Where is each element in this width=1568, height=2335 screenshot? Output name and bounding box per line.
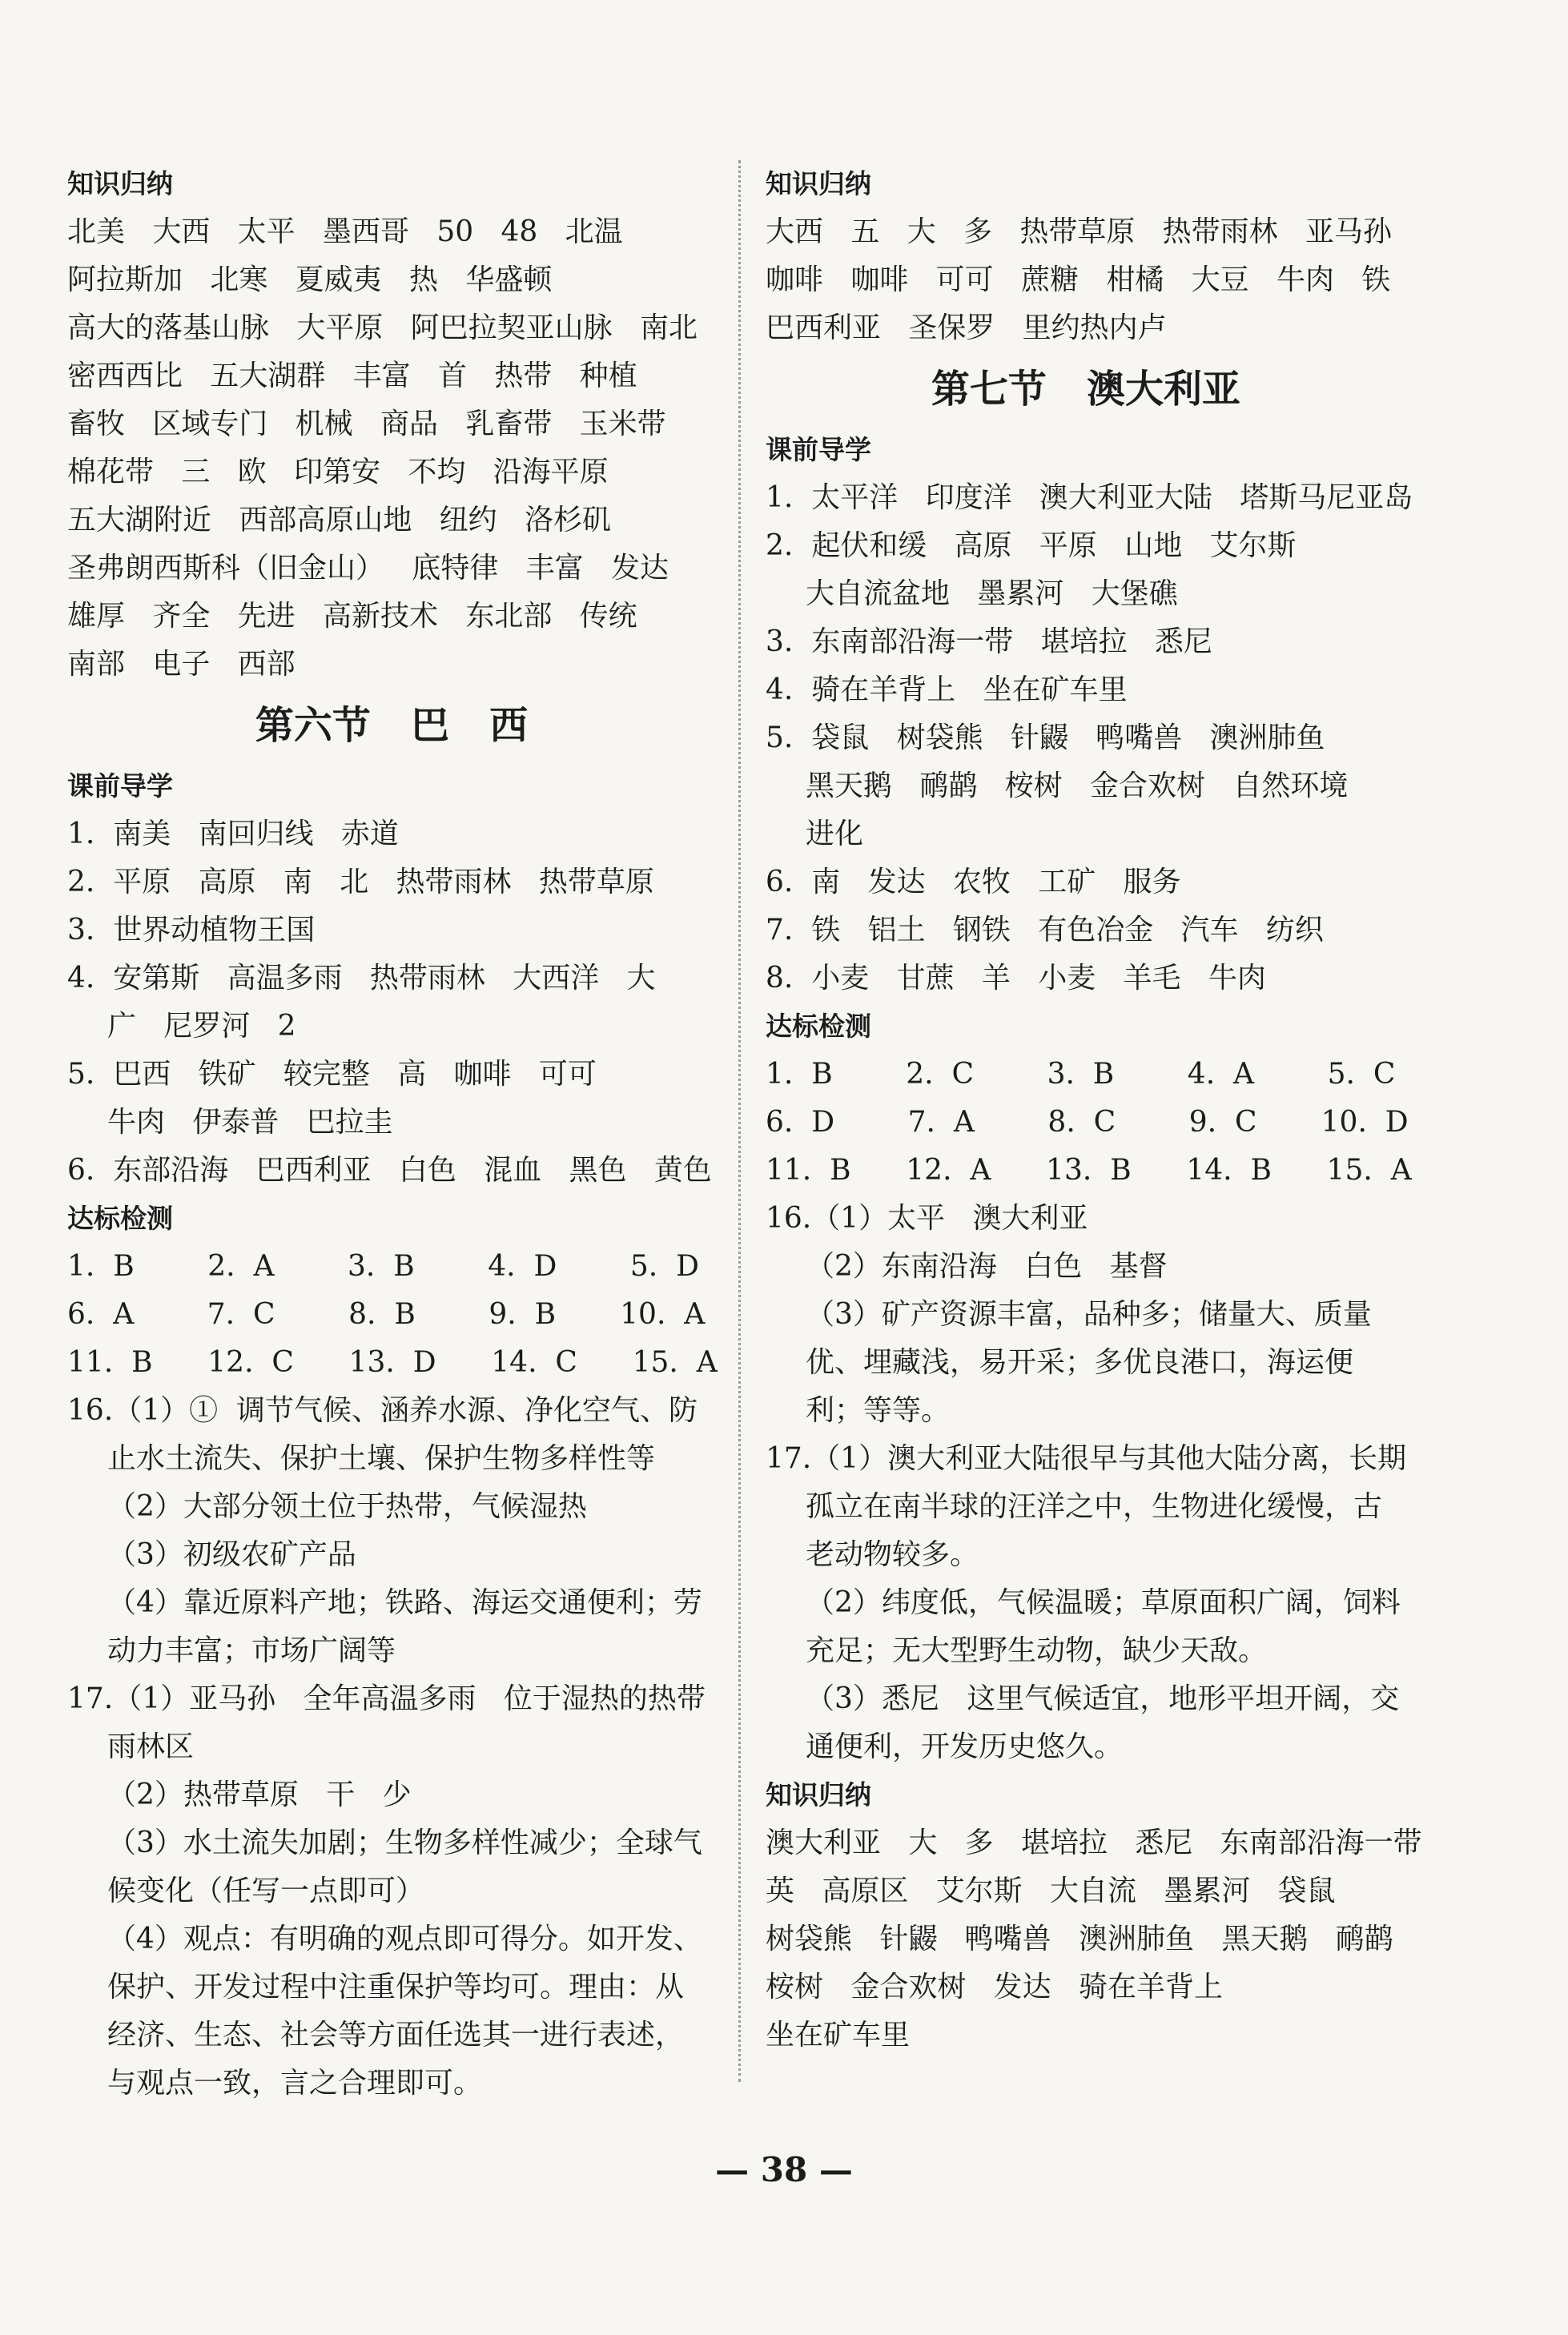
- text-line: 4. 安第斯 高温多雨 热带雨林 大西洋 大: [67, 962, 656, 995]
- text-line: 候变化（任写一点即可）: [107, 1875, 425, 1907]
- text-line: （2）大部分领土位于热带，气候湿热: [107, 1490, 587, 1523]
- text-line: 6. 东部沿海 巴西利亚 白色 混血 黑色 黄色: [67, 1154, 712, 1187]
- text-line: （2）纬度低，气候温暖；草原面积广阔，饲料: [806, 1586, 1401, 1619]
- text-line: 畜牧 区域专门 机械 商品 乳畜带 玉米带: [67, 408, 666, 440]
- text-line: 止水土流失、保护土壤、保护生物多样性等: [107, 1442, 656, 1475]
- text-line: 圣弗朗西斯科（旧金山） 底特律 丰富 发达: [67, 552, 669, 585]
- answer-row: 1. B 2. A 3. B 4. D 5. D: [67, 1250, 699, 1283]
- answer-row: 1. B 2. C 3. B 4. A 5. C: [766, 1058, 1396, 1091]
- text-line: 16.（1）太平 澳大利亚: [766, 1202, 1088, 1235]
- text-line: 广 尼罗河 2: [107, 1010, 296, 1043]
- text-line: 大自流盆地 墨累河 大堡礁: [806, 577, 1178, 610]
- left-column: [67, 160, 716, 2108]
- text-line: 老动物较多。: [806, 1538, 979, 1571]
- section-title: 第七节 澳大利亚: [931, 367, 1241, 412]
- text-line: 巴西利亚 圣保罗 里约热内卢: [766, 311, 1167, 344]
- text-line: 17.（1）亚马孙 全年高温多雨 位于湿热的热带: [67, 1682, 706, 1715]
- text-line: （3）初级农矿产品: [107, 1538, 356, 1571]
- text-line: 桉树 金合欢树 发达 骑在羊背上: [766, 1971, 1223, 2003]
- text-line: 2. 起伏和缓 高原 平原 山地 艾尔斯: [766, 529, 1297, 562]
- text-line: 棉花带 三 欧 印第安 不均 沿海平原: [67, 456, 609, 488]
- text-line: 五大湖附近 西部高原山地 纽约 洛杉矶: [67, 504, 611, 537]
- text-line: （3）悉尼 这里气候适宜，地形平坦开阔，交: [806, 1682, 1400, 1715]
- text-line: 3. 东南部沿海一带 堪培拉 悉尼: [766, 625, 1212, 658]
- text-line: 经济、生态、社会等方面任选其一进行表述，: [107, 2019, 685, 2052]
- text-line: 4. 骑在羊背上 坐在矿车里: [766, 673, 1128, 706]
- text-line: 5. 袋鼠 树袋熊 针鼹 鸭嘴兽 澳洲肺鱼: [766, 721, 1325, 754]
- text-line: 雨林区: [107, 1730, 195, 1763]
- text-line: 阿拉斯加 北寒 夏威夷 热 华盛顿: [67, 263, 553, 296]
- text-line: 优、埋藏浅，易开采；多优良港口，海运便: [806, 1346, 1354, 1379]
- text-line: 黑天鹅 鸸鹋 桉树 金合欢树 自然环境: [806, 770, 1349, 802]
- text-line: 澳大利亚 大 多 堪培拉 悉尼 东南部沿海一带: [766, 1827, 1422, 1859]
- text-line: 1. 南美 南回归线 赤道: [67, 818, 399, 850]
- text-line: 动力丰富；市场广阔等: [107, 1634, 396, 1667]
- answer-row: 11. B 12. A 13. B 14. B 15. A: [766, 1154, 1412, 1187]
- text-line: 大西 五 大 多 热带草原 热带雨林 亚马孙: [766, 215, 1392, 248]
- text-line: （4）观点：有明确的观点即可得分。如开发、: [107, 1923, 702, 1955]
- text-line: 7. 铁 铝土 钢铁 有色冶金 汽车 纺织: [766, 914, 1324, 946]
- answer-row: 6. D 7. A 8. C 9. C 10. D: [766, 1106, 1409, 1139]
- text-line: 牛肉 伊泰普 巴拉圭: [107, 1106, 393, 1139]
- text-line: 1. 太平洋 印度洋 澳大利亚大陆 塔斯马尼亚岛: [766, 481, 1413, 514]
- text-line: （3）矿产资源丰富，品种多；储量大、质量: [806, 1298, 1372, 1331]
- text-line: 树袋熊 针鼹 鸭嘴兽 澳洲肺鱼 黑天鹅 鸸鹋: [766, 1923, 1393, 1955]
- text-line: （2）热带草原 干 少: [107, 1778, 412, 1811]
- text-line: （3）水土流失加剧；生物多样性减少；全球气: [107, 1827, 702, 1859]
- section-heading: 知识归纳: [766, 168, 871, 199]
- text-line: 5. 巴西 铁矿 较完整 高 咖啡 可可: [67, 1058, 597, 1091]
- text-line: 咖啡 咖啡 可可 蔗糖 柑橘 大豆 牛肉 铁: [766, 263, 1391, 296]
- text-line: （2）东南沿海 白色 基督: [806, 1250, 1168, 1283]
- text-line: 保护、开发过程中注重保护等均可。理由：从: [107, 1971, 685, 2003]
- text-line: 坐在矿车里: [766, 2019, 911, 2052]
- text-line: 孤立在南半球的汪洋之中，生物进化缓慢，古: [806, 1490, 1383, 1523]
- text-line: 通便利，开发历史悠久。: [806, 1730, 1124, 1763]
- text-line: 进化: [806, 818, 864, 850]
- text-line: 雄厚 齐全 先进 高新技术 东北部 传统: [67, 600, 637, 633]
- text-line: 17.（1）澳大利亚大陆很早与其他大陆分离，长期: [766, 1442, 1407, 1475]
- text-line: 充足；无大型野生动物，缺少天敌。: [806, 1634, 1268, 1667]
- answer-row: 6. A 7. C 8. B 9. B 10. A: [67, 1298, 706, 1331]
- answer-row: 11. B 12. C 13. D 14. C 15. A: [67, 1346, 718, 1379]
- section-heading: 课前导学: [67, 770, 173, 802]
- text-line: （4）靠近原料产地；铁路、海运交通便利；劳: [107, 1586, 702, 1619]
- text-line: 8. 小麦 甘蔗 羊 小麦 羊毛 牛肉: [766, 962, 1266, 995]
- text-line: 高大的落基山脉 大平原 阿巴拉契亚山脉 南北: [67, 311, 698, 344]
- text-line: 6. 南 发达 农牧 工矿 服务: [766, 866, 1181, 898]
- text-line: 北美 大西 太平 墨西哥 50 48 北温: [67, 215, 623, 248]
- section-heading: 知识归纳: [67, 168, 173, 199]
- section-heading: 课前导学: [766, 434, 871, 465]
- page-number: — 38 —: [715, 2150, 853, 2189]
- section-heading: 知识归纳: [766, 1779, 871, 1811]
- text-line: 3. 世界动植物王国: [67, 914, 316, 946]
- text-line: 利；等等。: [806, 1394, 951, 1427]
- text-line: 密西西比 五大湖群 丰富 首 热带 种植: [67, 360, 637, 392]
- text-line: 2. 平原 高原 南 北 热带雨林 热带草原: [67, 866, 654, 898]
- column-divider: [738, 160, 741, 2082]
- section-heading: 达标检测: [766, 1011, 871, 1042]
- text-line: 南部 电子 西部: [67, 648, 296, 681]
- section-title: 第六节 巴 西: [255, 703, 529, 748]
- text-line: 英 高原区 艾尔斯 大自流 墨累河 袋鼠: [766, 1875, 1336, 1907]
- text-line: 16.（1）① 调节气候、涵养水源、净化空气、防: [67, 1394, 698, 1427]
- right-column: [766, 160, 1422, 2060]
- section-heading: 达标检测: [67, 1203, 173, 1234]
- text-line: 与观点一致，言之合理即可。: [107, 2067, 483, 2100]
